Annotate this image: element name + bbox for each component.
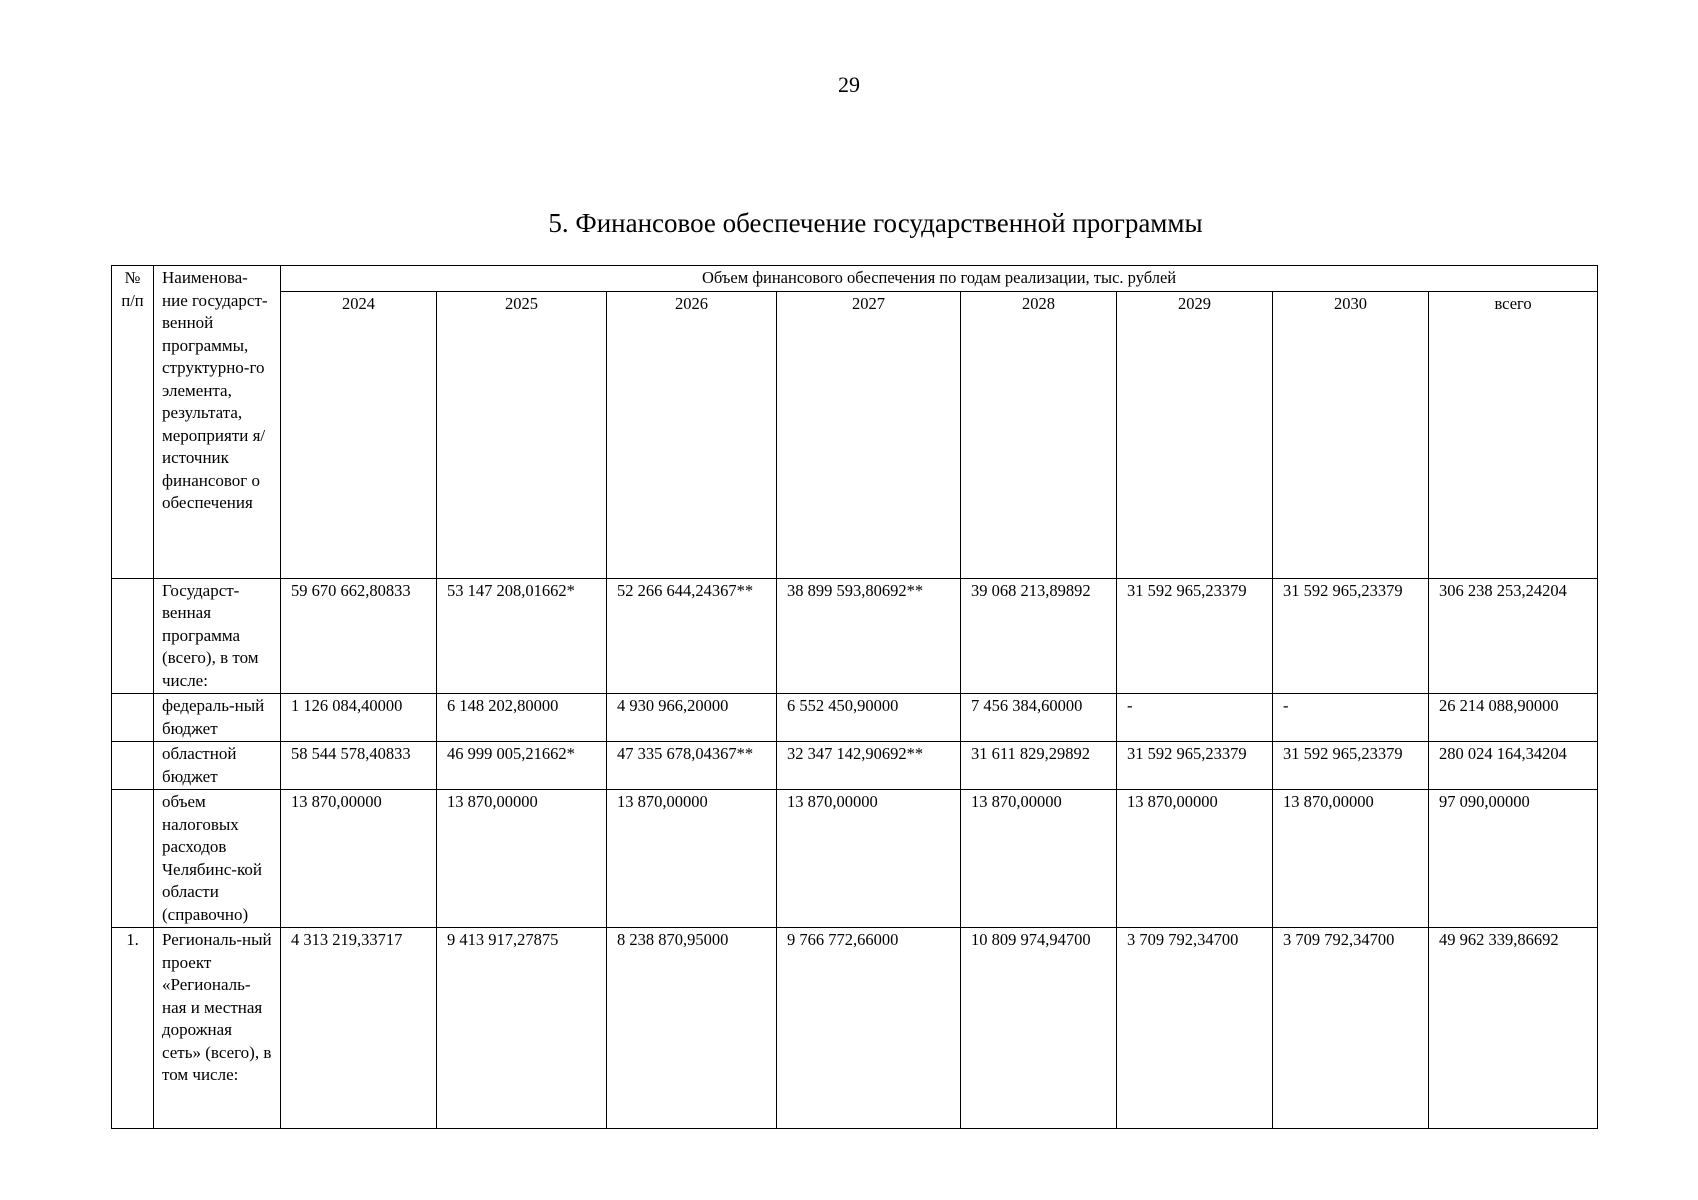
table-row (112, 694, 1598, 742)
value-cell: 32 347 142,90692** (777, 742, 961, 790)
header-num: № п/п (112, 266, 154, 579)
row-name-text: федераль-ный бюджет (162, 696, 265, 738)
header-year: 2026 (607, 291, 777, 578)
header-year: 2028 (961, 291, 1117, 578)
value-cell: 52 266 644,24367** (607, 578, 777, 694)
header-year: 2024 (281, 291, 437, 578)
value-cell: 13 870,00000 (281, 790, 437, 928)
value-cell: 39 068 213,89892 (961, 578, 1117, 694)
value-cell: 31 592 965,23379 (1273, 742, 1429, 790)
value-cell: 31 592 965,23379 (1117, 578, 1273, 694)
value-cell: 280 024 164,34204 (1429, 742, 1598, 790)
value-cell: - (1117, 694, 1273, 742)
value-cell: 59 670 662,80833 (281, 578, 437, 694)
table-row (112, 790, 1598, 928)
row-name (154, 742, 281, 790)
row-name (154, 694, 281, 742)
financing-table (111, 265, 1598, 1129)
table-row (112, 742, 1598, 790)
row-name (154, 578, 281, 694)
table-row (112, 578, 1598, 694)
row-name (154, 928, 281, 1129)
value-cell: 31 611 829,29892 (961, 742, 1117, 790)
value-cell: - (1273, 694, 1429, 742)
header-year: 2027 (777, 291, 961, 578)
row-name-text: объем налоговых расходов Челябинс-кой области (справочно) (162, 792, 262, 924)
header-volume: Объем финансового обеспечения по годам реализации, тыс. рублей (281, 266, 1598, 292)
table-row (112, 928, 1598, 1129)
value-cell: 58 544 578,40833 (281, 742, 437, 790)
value-cell: 3 709 792,34700 (1273, 928, 1429, 1129)
header-name (154, 266, 281, 579)
value-cell: 3 709 792,34700 (1117, 928, 1273, 1129)
value-cell: 13 870,00000 (1117, 790, 1273, 928)
page-number: 29 (838, 72, 860, 97)
value-cell: 13 870,00000 (437, 790, 607, 928)
value-cell: 4 930 966,20000 (607, 694, 777, 742)
row-name (154, 790, 281, 928)
row-name-text: областной бюджет (162, 744, 237, 786)
value-cell: 13 870,00000 (607, 790, 777, 928)
value-cell: 6 552 450,90000 (777, 694, 961, 742)
header-total: всего (1429, 291, 1598, 578)
value-cell: 13 870,00000 (1273, 790, 1429, 928)
section-title: 5. Финансовое обеспечение государственной программы (548, 208, 1203, 238)
row-num (112, 578, 154, 694)
value-cell: 4 313 219,33717 (281, 928, 437, 1129)
value-cell: 10 809 974,94700 (961, 928, 1117, 1129)
header-year: 2025 (437, 291, 607, 578)
value-cell: 9 413 917,27875 (437, 928, 607, 1129)
row-num (112, 790, 154, 928)
row-name-text: Региональ-ный проект «Региональ-ная и местная дорожная сеть» (всего), в том числе: (162, 930, 272, 1084)
value-cell: 8 238 870,95000 (607, 928, 777, 1129)
header-year: 2030 (1273, 291, 1429, 578)
value-cell: 6 148 202,80000 (437, 694, 607, 742)
value-cell: 9 766 772,66000 (777, 928, 961, 1129)
value-cell: 26 214 088,90000 (1429, 694, 1598, 742)
value-cell: 47 335 678,04367** (607, 742, 777, 790)
value-cell: 38 899 593,80692** (777, 578, 961, 694)
value-cell: 1 126 084,40000 (281, 694, 437, 742)
row-name-text: Государст-венная программа (всего), в том числе: (162, 580, 259, 690)
value-cell: 46 999 005,21662* (437, 742, 607, 790)
row-num: 1. (112, 928, 154, 1129)
row-num (112, 694, 154, 742)
value-cell: 31 592 965,23379 (1273, 578, 1429, 694)
value-cell: 13 870,00000 (777, 790, 961, 928)
value-cell: 7 456 384,60000 (961, 694, 1117, 742)
header-name-text: Наименова-ние государст-венной программы, структурно-го элемента, результата, мероприяти я/источник финансовог о обеспечения (162, 268, 268, 512)
value-cell: 53 147 208,01662* (437, 578, 607, 694)
value-cell: 13 870,00000 (961, 790, 1117, 928)
value-cell: 31 592 965,23379 (1117, 742, 1273, 790)
header-row-years (112, 291, 1598, 578)
value-cell: 49 962 339,86692 (1429, 928, 1598, 1129)
row-num (112, 742, 154, 790)
value-cell: 97 090,00000 (1429, 790, 1598, 928)
header-year: 2029 (1117, 291, 1273, 578)
header-row-top (112, 266, 1598, 292)
value-cell: 306 238 253,24204 (1429, 578, 1598, 694)
